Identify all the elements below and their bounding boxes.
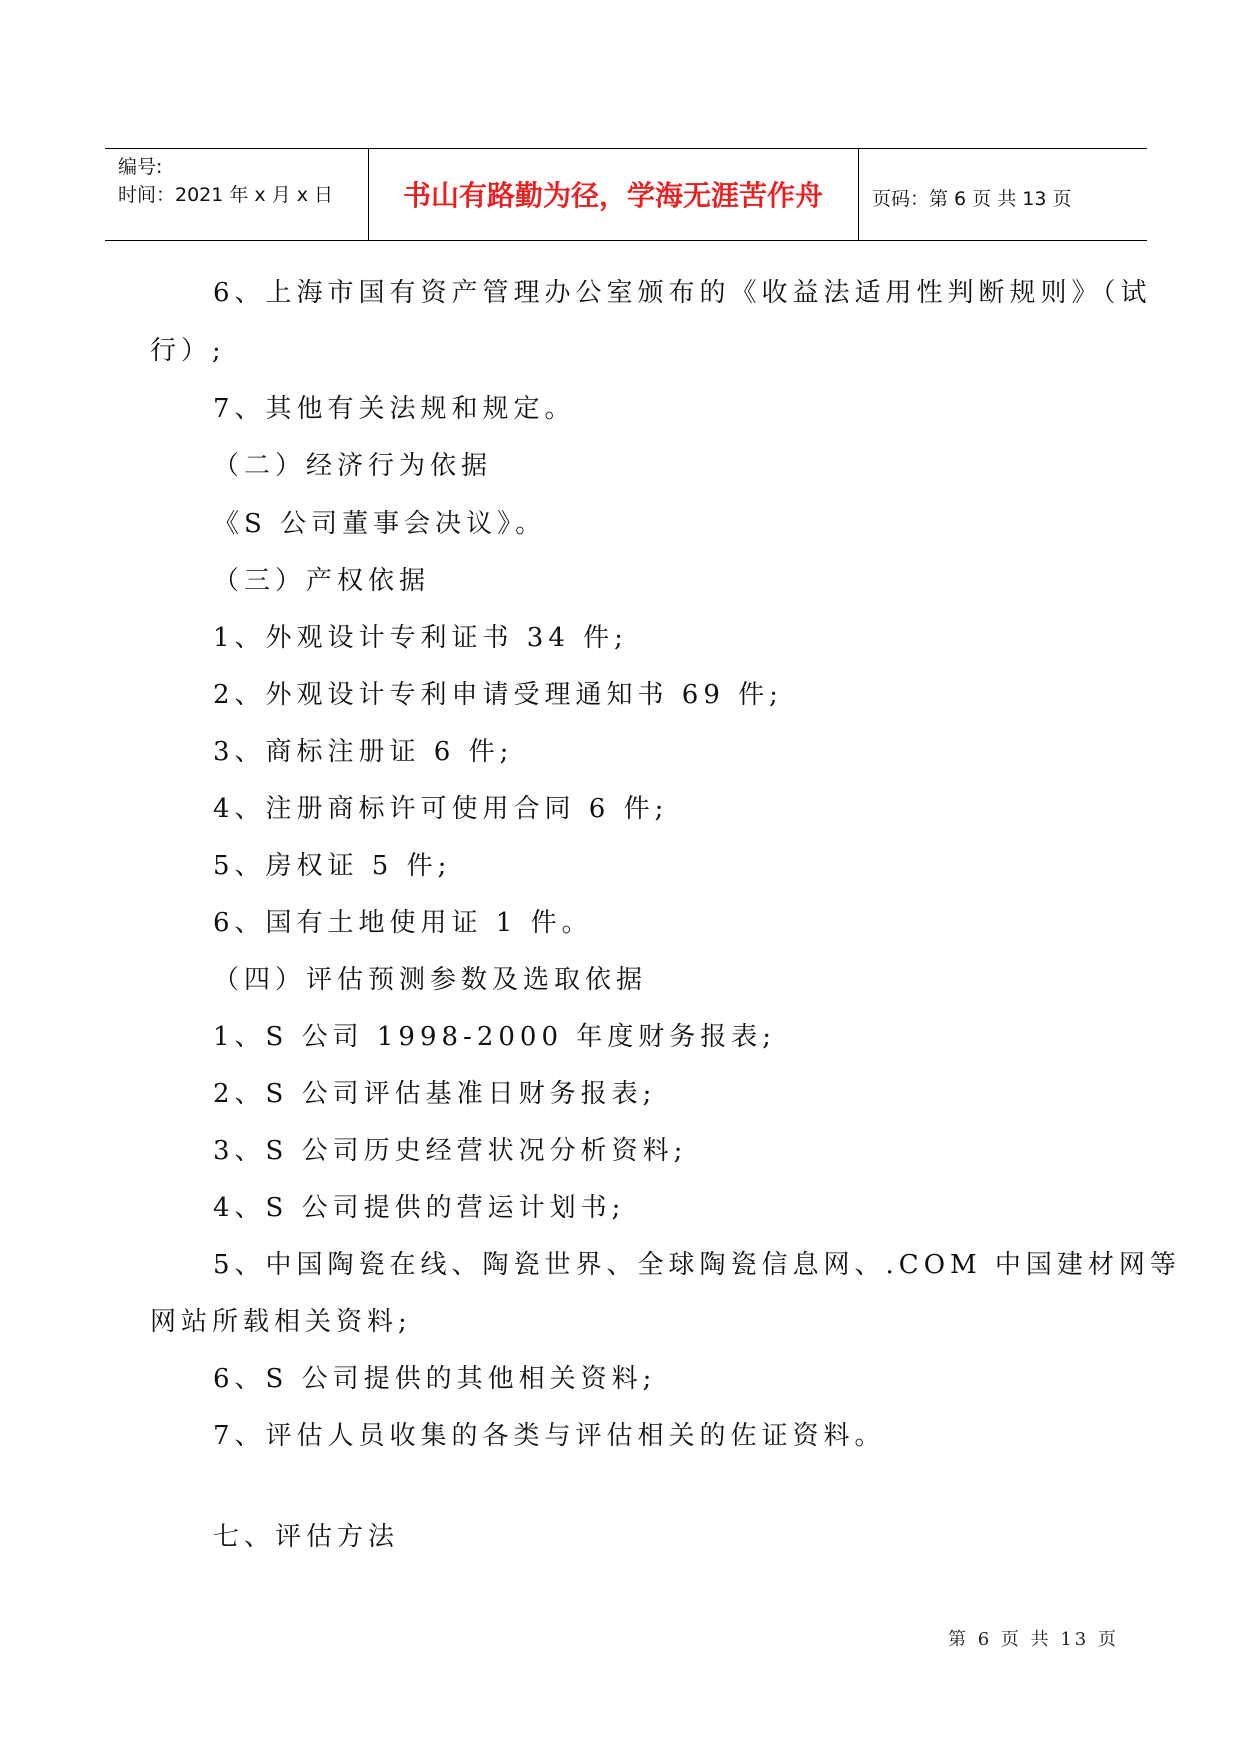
page-footer: 第 6 页 共 13 页 xyxy=(948,1629,1119,1650)
text-line: 《S 公司董事会决议》。 xyxy=(213,509,547,539)
list-item: 2、外观设计专利申请受理通知书 69 件; xyxy=(213,680,783,710)
section-heading: （四）评估预测参数及选取依据 xyxy=(213,965,648,995)
list-item: 5、房权证 5 件; xyxy=(213,851,452,881)
list-item: 6、S 公司提供的其他相关资料; xyxy=(213,1364,657,1394)
doc-time-label: 时间：2021 年 x 月 x 日 xyxy=(118,184,334,206)
list-item: 3、S 公司历史经营状况分析资料; xyxy=(213,1136,688,1166)
list-item: 1、S 公司 1998-2000 年度财务报表; xyxy=(213,1022,777,1052)
list-item: 1、外观设计专利证书 34 件; xyxy=(213,623,628,653)
section-heading: （三）产权依据 xyxy=(213,566,431,596)
list-item: 2、S 公司评估基准日财务报表; xyxy=(213,1079,657,1109)
list-item: 7、评估人员收集的各类与评估相关的佐证资料。 xyxy=(213,1421,886,1451)
doc-code-label: 编号: xyxy=(118,156,163,178)
text-line: 7、其他有关法规和规定。 xyxy=(213,394,576,424)
list-item-continuation: 网站所载相关资料; xyxy=(150,1307,412,1337)
list-item: 3、商标注册证 6 件; xyxy=(213,737,514,767)
text-line: 6、上海市国有资产管理办公室颁布的《收益法适用性判断规则》（试 xyxy=(213,278,1152,308)
chapter-heading: 七、评估方法 xyxy=(213,1522,400,1552)
text-line: 行）; xyxy=(150,336,226,366)
list-item: 6、国有土地使用证 1 件。 xyxy=(213,908,593,938)
list-item: 4、注册商标许可使用合同 6 件; xyxy=(213,794,669,824)
header-motto: 书山有路勤为径，学海无涯苦作舟 xyxy=(402,179,823,212)
list-item: 4、S 公司提供的营运计划书; xyxy=(213,1193,626,1223)
section-heading: （二）经济行为依据 xyxy=(213,451,493,481)
list-item: 5、中国陶瓷在线、陶瓷世界、全球陶瓷信息网、.COM 中国建材网等 xyxy=(213,1250,1181,1280)
header-page-number: 页码：第 6 页 共 13 页 xyxy=(872,188,1072,210)
